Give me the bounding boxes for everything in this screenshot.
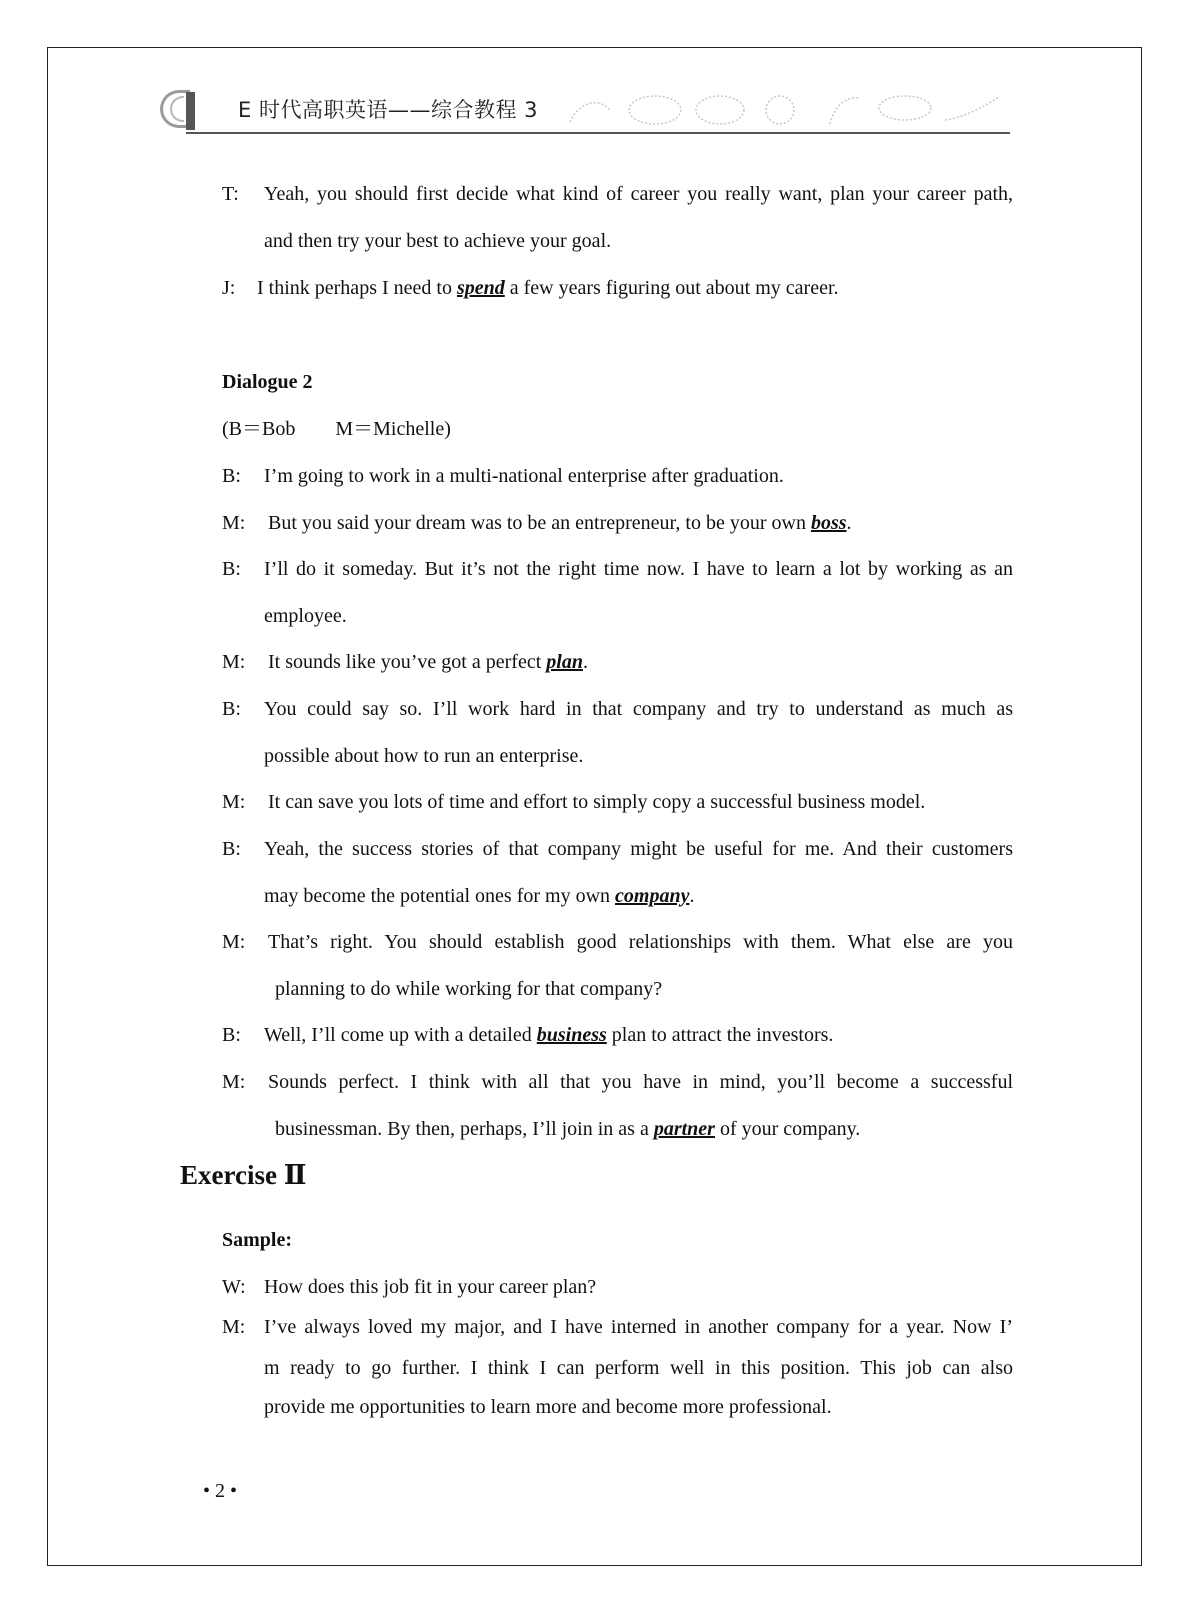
dialogue-text: Yeah, the success stories of that company might be useful for me. And their customers: [264, 838, 1013, 860]
speaker-label: M:: [222, 931, 246, 953]
answer-word: company: [615, 885, 690, 907]
dialogue-text: may become the potential ones for my own company.: [264, 885, 695, 907]
dialogue-text: You could say so. I’ll work hard in that company and try to understand as much as: [264, 698, 1013, 720]
answer-word: plan: [546, 651, 583, 673]
speaker-label: M:: [222, 791, 246, 813]
speaker-label: W:: [222, 1276, 246, 1298]
dialogue-text: I think perhaps I need to spend a few years figuring out about my career.: [257, 277, 839, 299]
speaker-label: B:: [222, 558, 241, 580]
speaker-label: M:: [222, 1071, 246, 1093]
header-decorative-pattern: [560, 90, 1010, 130]
header-bar: [186, 92, 195, 130]
answer-word: partner: [653, 1118, 715, 1140]
section-heading: Exercise Ⅱ: [180, 1160, 307, 1190]
speaker-label: M:: [222, 651, 246, 673]
dialogue-text: I’ve always loved my major, and I have interned in another company for a year. Now I’: [264, 1316, 1013, 1338]
speaker-label: B:: [222, 465, 241, 487]
dialogue-text: It sounds like you’ve got a perfect plan.: [268, 651, 588, 673]
running-header: [160, 88, 1010, 134]
dialogue-title: Dialogue 2: [222, 371, 313, 393]
speaker-label: M:: [222, 1316, 246, 1338]
dialogue-text: It can save you lots of time and effort to simply copy a successful business model.: [268, 791, 926, 813]
dialogue-text: I’m going to work in a multi-national enterprise after graduation.: [264, 465, 784, 487]
dialogue-text: and then try your best to achieve your goal.: [264, 230, 612, 252]
answer-word: business: [536, 1024, 607, 1046]
speaker-label: T:: [222, 183, 239, 205]
dialogue-text: How does this job fit in your career plan?: [264, 1276, 597, 1298]
dialogue-text: But you said your dream was to be an entrepreneur, to be your own boss.: [268, 512, 852, 534]
dialogue-text: provide me opportunities to learn more and become more professional.: [264, 1396, 832, 1418]
dialogue-text: Yeah, you should first decide what kind of career you really want, plan your career path,: [264, 183, 1013, 205]
dialogue-text: possible about how to run an enterprise.: [264, 745, 584, 767]
speaker-label: B:: [222, 838, 241, 860]
speaker-label: J:: [222, 277, 236, 299]
answer-word: spend: [456, 277, 505, 299]
dialogue-text: businessman. By then, perhaps, I’ll join in as a partner of your company.: [275, 1118, 861, 1140]
dialogue-text: employee.: [264, 605, 347, 627]
dialogue-text: That’s right. You should establish good relationships with them. What else are you: [268, 931, 1013, 953]
page-number: • 2 •: [203, 1480, 238, 1502]
dialogue-text: I’ll do it someday. But it’s not the right time now. I have to learn a lot by working as an: [264, 558, 1013, 580]
speaker-label: M:: [222, 512, 246, 534]
speaker-label: B:: [222, 1024, 241, 1046]
header-rule: [186, 132, 1010, 134]
sample-label: Sample:: [222, 1229, 292, 1251]
book-title: E 时代高职英语——综合教程 3: [238, 98, 538, 122]
answer-word: boss: [810, 512, 847, 534]
dialogue-text: Sounds perfect. I think with all that you have in mind, you’ll become a successful: [268, 1071, 1013, 1093]
cast-list: (B＝Bob M＝Michelle): [222, 418, 451, 440]
speaker-label: B:: [222, 698, 241, 720]
dialogue-text: planning to do while working for that company?: [275, 978, 663, 1000]
dialogue-text: Well, I’ll come up with a detailed business plan to attract the investors.: [264, 1024, 834, 1046]
dialogue-text: m ready to go further. I think I can perform well in this position. This job can also: [264, 1357, 1013, 1379]
